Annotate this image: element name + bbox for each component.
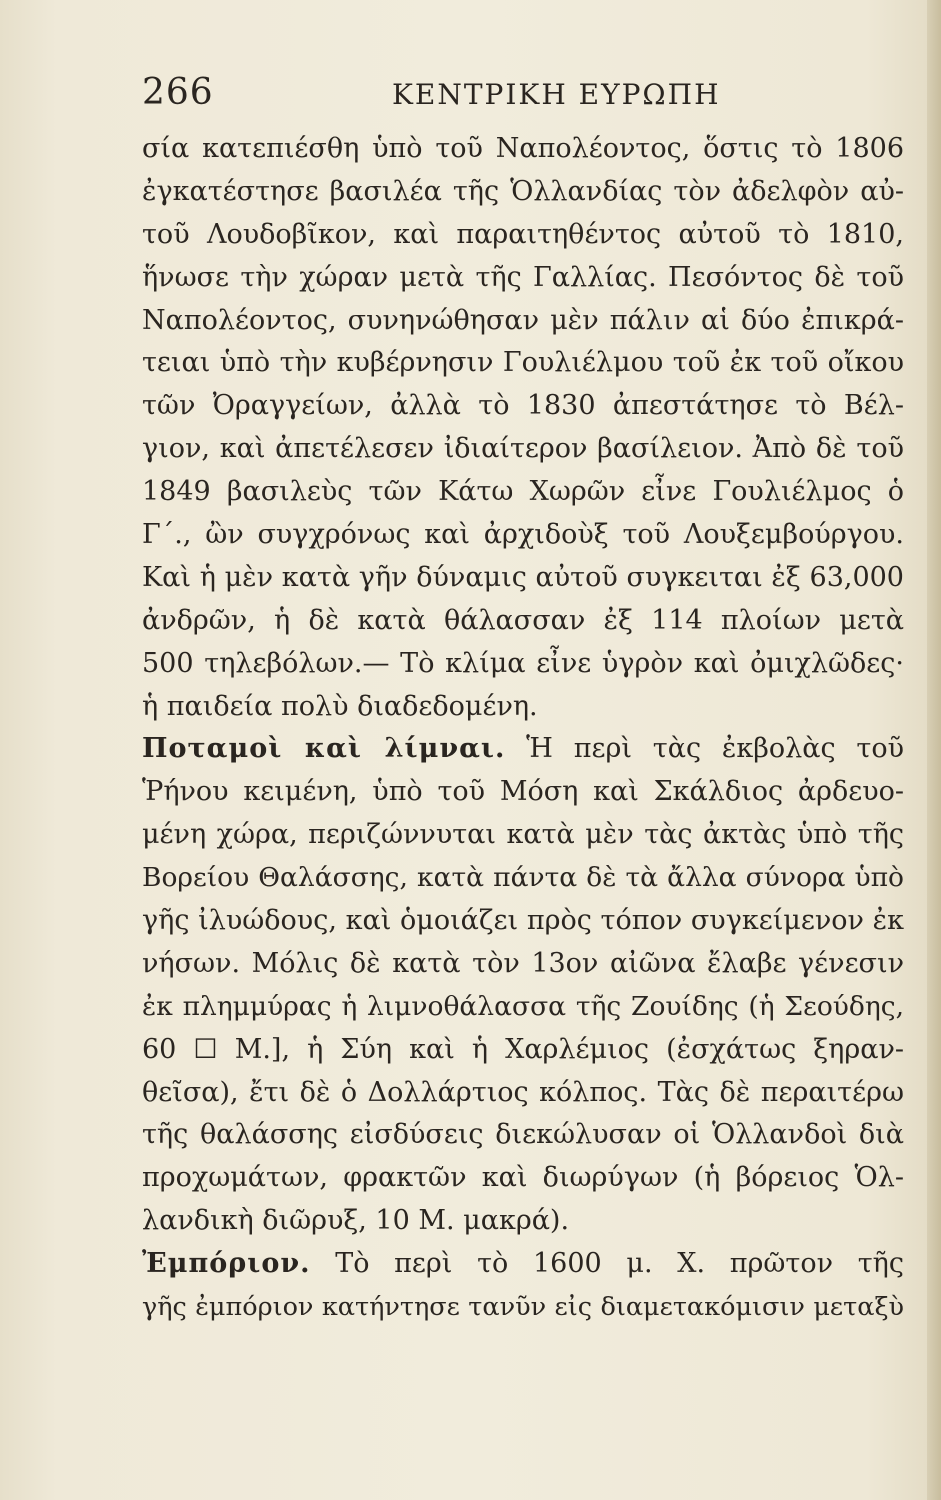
line-text: ἥνωσε τὴν χώραν μετὰ τῆς Γαλλίας. Πεσόντος δὲ τοῦ: [142, 261, 904, 293]
text-line: [142, 600, 904, 643]
body-text: [142, 128, 904, 1329]
line-text: τῆς θαλάσσης εἰσδύσεις διεκώλυσαν οἱ Ὁλλανδοὶ διὰ: [142, 1119, 904, 1151]
line-text: ἐγκατέστησε βασιλέα τῆς Ὁλλανδίας τὸν ἀδελφὸν αὐ-: [142, 175, 904, 207]
text-line: [142, 471, 904, 514]
section-heading: Ποταμοὶ καὶ λίμναι.: [142, 733, 506, 765]
line-text: νήσων. Μόλις δὲ κατὰ τὸν 13ον αἰῶνα ἔλαβε γένεσιν: [142, 947, 904, 979]
line-text: Ῥήνου κειμένη, ὑπὸ τοῦ Μόση καὶ Σκάλδιος ἀρδευο-: [142, 776, 904, 808]
text-line: [142, 1243, 904, 1286]
text-line: [142, 1286, 904, 1329]
line-text: 500 τηλεβόλων.— Τὸ κλίμα εἶνε ὑγρὸν καὶ ὀμιχλῶδες·: [142, 647, 904, 679]
text-line: [142, 514, 904, 557]
line-text: τειαι ὑπὸ τὴν κυβέρνησιν Γουλιέλμου τοῦ ἐκ τοῦ οἴκου: [142, 347, 904, 379]
running-title: ΚΕΝΤΡΙΚΗ ΕΥΡΩΠΗ: [392, 78, 721, 111]
text-line: [142, 342, 904, 385]
text-line: [142, 385, 904, 428]
text-line: [142, 557, 904, 600]
section-heading: Ἐμπόριον.: [142, 1248, 311, 1280]
line-text: 60 ☐ Μ.], ἡ Σύη καὶ ἡ Χαρλέμιος (ἐσχάτως ξηραν-: [142, 1033, 904, 1065]
line-text: Ναπολέοντος, συνηνώθησαν μὲν πάλιν αἱ δύο ἐπικρά-: [142, 304, 904, 336]
text-line: [142, 428, 904, 471]
text-line: [142, 728, 904, 771]
text-line: [142, 1029, 904, 1072]
text-line: [142, 1200, 904, 1243]
text-line: [142, 1114, 904, 1157]
line-text: Ἡ περὶ τὰς ἐκβολὰς τοῦ: [526, 733, 904, 765]
page-number: 266: [142, 72, 214, 113]
text-line: [142, 686, 904, 729]
line-text: προχωμάτων, φρακτῶν καὶ διωρύγων (ἡ βόρειος Ὁλ-: [142, 1162, 904, 1194]
text-line: [142, 857, 904, 900]
line-text: Βορείου Θαλάσσης, κατὰ πάντα δὲ τὰ ἄλλα σύνορα ὑπὸ: [142, 862, 904, 894]
text-line: [142, 171, 904, 214]
page-header: [142, 72, 904, 122]
text-line: [142, 1072, 904, 1115]
line-text: λανδικὴ διῶρυξ, 10 Μ. μακρά).: [142, 1205, 570, 1237]
text-line: [142, 1157, 904, 1200]
line-text: ἡ παιδεία πολὺ διαδεδομένη.: [142, 690, 538, 722]
line-text: Γ΄., ὢν συγχρόνως καὶ ἀρχιδοὺξ τοῦ Λουξεμβούργου.: [142, 519, 904, 551]
text-line: [142, 643, 904, 686]
line-text: ἀνδρῶν, ἡ δὲ κατὰ θάλασσαν ἐξ 114 πλοίων μετὰ: [142, 604, 904, 636]
text-line: [142, 300, 904, 343]
page-edge: [927, 0, 941, 1500]
text-line: [142, 128, 904, 171]
text-line: [142, 214, 904, 257]
line-text: γιον, καὶ ἀπετέλεσεν ἰδιαίτερον βασίλειον. Ἀπὸ δὲ τοῦ: [142, 433, 904, 465]
text-line: [142, 900, 904, 943]
line-text: σία κατεπιέσθη ὑπὸ τοῦ Ναπολέοντος, ὅστις τὸ 1806: [142, 133, 904, 164]
text-line: [142, 943, 904, 986]
line-text: γῆς ἐμπόριον κατήντησε τανῦν εἰς διαμετακόμισιν μεταξὺ: [142, 1292, 904, 1323]
line-text: μένη χώρα, περιζώννυται κατὰ μὲν τὰς ἀκτὰς ὑπὸ τῆς: [142, 819, 904, 851]
line-text: τοῦ Λουδοβῖκον, καὶ παραιτηθέντος αὐτοῦ τὸ 1810,: [142, 218, 904, 250]
text-line: [142, 771, 904, 814]
text-line: [142, 814, 904, 857]
line-text: τῶν Ὀραγγείων, ἀλλὰ τὸ 1830 ἀπεστάτησε τὸ Βέλ-: [142, 390, 904, 422]
line-text: Τὸ περὶ τὸ 1600 μ. Χ. πρῶτον τῆς: [335, 1248, 904, 1280]
line-text: θεῖσα), ἔτι δὲ ὁ Δολλάρτιος κόλπος. Τὰς δὲ περαιτέρω: [142, 1076, 904, 1108]
line-text: ἐκ πλημμύρας ἡ λιμνοθάλασσα τῆς Ζουίδης (ἡ Σεούδης,: [142, 990, 904, 1022]
line-text: γῆς ἰλυώδους, καὶ ὁμοιάζει πρὸς τόπον συγκείμενον ἐκ: [142, 905, 904, 937]
text-line: [142, 986, 904, 1029]
text-line: [142, 257, 904, 300]
line-text: Καὶ ἡ μὲν κατὰ γῆν δύναμις αὐτοῦ συγκειται ἐξ 63,000: [142, 561, 904, 593]
line-text: 1849 βασιλεὺς τῶν Κάτω Χωρῶν εἶνε Γουλιέλμος ὁ: [142, 476, 904, 508]
